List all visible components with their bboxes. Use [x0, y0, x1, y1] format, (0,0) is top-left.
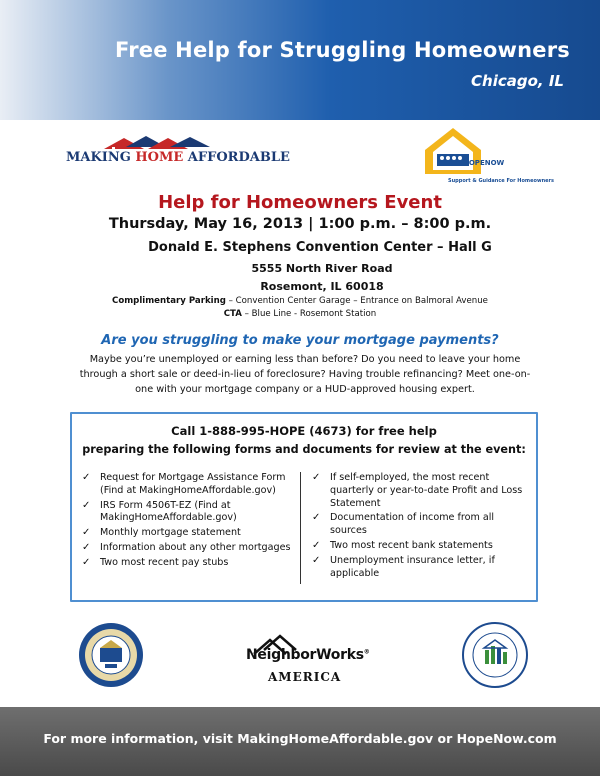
checklist-right-column [310, 472, 530, 582]
checklist-left-column [80, 472, 292, 572]
mortgage-question: Are you struggling to make your mortgage payments? [101, 333, 499, 348]
column-divider [300, 472, 301, 584]
check-icon: ✓ [312, 554, 321, 566]
neighborworks-subtitle: AMERICA [268, 670, 342, 684]
page-city: Chicago, IL [471, 72, 564, 90]
header-banner [0, 0, 600, 120]
check-icon: ✓ [82, 541, 91, 553]
hud-seal-logo [462, 622, 528, 688]
hotline-call: Call 1-888-995-HOPE (4673) for free help [171, 424, 437, 438]
list-item: ✓ IRS Form 4506T-EZ (Find at MakingHomeAffordable.gov) [82, 499, 237, 524]
footer-text: For more information, visit MakingHomeAffordable.gov or HopeNow.com [43, 731, 557, 746]
event-address-line2: Rosemont, IL 60018 [260, 280, 384, 293]
list-item: ✓ Request for Mortgage Assistance Form (Find at MakingHomeAffordable.gov) [82, 472, 286, 496]
event-title: Help for Homeowners Event [158, 192, 442, 213]
intro-paragraph: Maybe you’re unemployed or earning less than before? Do you need to leave your home through a short sale or deed-in-lieu of foreclosure? Having trouble refinancing? Meet one-on-one with your mortgage company or a HUD-approved housing expert. [79, 354, 531, 395]
list-item: ✓ If self-employed, the most recent quarterly or year-to-date Profit and Loss Statement [312, 472, 523, 509]
event-address-line1: 5555 North River Road [251, 262, 393, 275]
svg-text:HOPENOW: HOPENOW [463, 159, 505, 167]
check-icon: ✓ [82, 499, 91, 511]
hopenow-logo [423, 124, 533, 186]
check-icon: ✓ [82, 527, 91, 539]
check-icon: ✓ [82, 472, 91, 483]
neighborworks-wordmark: NeighborWorks® [246, 647, 370, 663]
list-item: ✓ Documentation of income from all sources [312, 512, 495, 537]
treasury-seal-logo [78, 622, 144, 688]
list-item: ✓ Monthly mortgage statement [82, 527, 241, 539]
list-item: ✓ Unemployment insurance letter, if applicable [312, 554, 495, 579]
list-item: ✓ Two most recent bank statements [312, 539, 493, 551]
hopenow-tagline: Support & Guidance For Homeowners [448, 178, 554, 184]
transit-info: CTA – Blue Line - Rosemont Station [223, 309, 377, 319]
parking-info: Complimentary Parking – Convention Center Garage – Entrance on Balmoral Avenue [112, 296, 488, 306]
check-icon: ✓ [312, 539, 321, 551]
check-icon: ✓ [312, 472, 321, 483]
list-item: ✓ Two most recent pay stubs [82, 556, 229, 568]
event-venue: Donald E. Stephens Convention Center – Hall G [148, 240, 492, 255]
checklist-instructions: preparing the following forms and documents for review at the event: [82, 443, 526, 456]
footer-banner [0, 707, 600, 776]
check-icon: ✓ [312, 512, 321, 524]
page-title: Free Help for Struggling Homeowners [115, 38, 570, 62]
document-checklist-box [70, 412, 538, 602]
making-home-affordable-wordmark: MAKING HOME AFFORDABLE [66, 150, 290, 165]
list-item: ✓ Information about any other mortgages [82, 541, 291, 553]
check-icon: ✓ [82, 556, 91, 568]
event-date: Thursday, May 16, 2013 | 1:00 p.m. – 8:00 p.m. [108, 216, 492, 232]
